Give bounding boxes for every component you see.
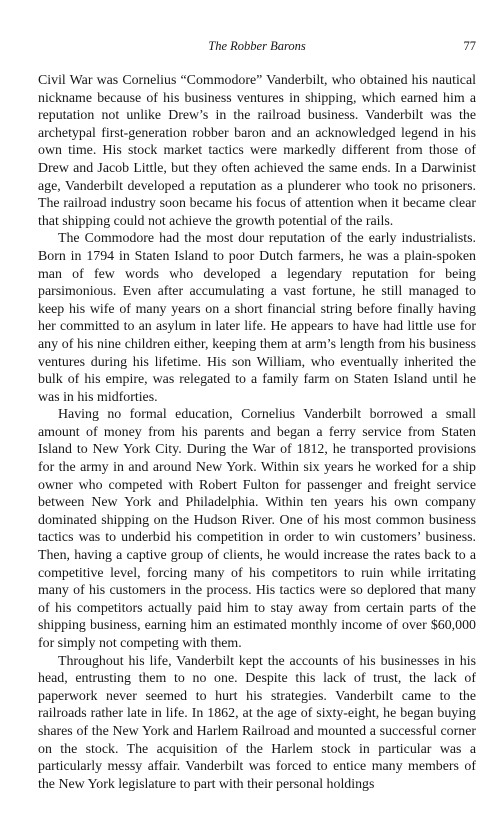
paragraph-continued: Civil War was Cornelius “Commodore” Vanderbilt, who obtained his nautical nickname because of his business ventures in shipping, which earned him a reputation not unlike Drew’s in the railroad business. Vanderbilt was the archetypal first-generation robber baron and an acknowledged legend in his own time. His stock market tactics were markedly different from those of Drew and Jacob Little, but they often achieved the same ends. In a Darwinist age, Vanderbilt developed a reputation as a plunderer who took no prisoners. The railroad industry soon became his focus of attention when it became clear that shipping could not achieve the growth potential of the rails. [38, 73, 476, 229]
running-head [38, 36, 476, 56]
page-number: 77 [463, 39, 476, 53]
running-title: The Robber Barons [208, 39, 306, 53]
paragraph: Throughout his life, Vanderbilt kept the accounts of his businesses in his head, entrusting them to no one. Despite this lack of trust, the lack of paperwork never seemed to hurt his strategies. Vanderbilt came to the railroads rather late in life. In 1862, at the age of sixty-eight, he began buying shares of the New York and Harlem Railroad and mounted a successful corner on the stock. The acquisition of the Harlem stock in particular was a particularly messy affair. Vanderbilt was forced to entice many members of the New York legislature to part with their personal holdings [38, 653, 476, 792]
paragraph: Having no formal education, Cornelius Vanderbilt borrowed a small amount of money from his parents and began a ferry service from Staten Island to New York City. During the War of 1812, he transported provisions for the army in and around New York. Within six years he worked for a ship owner who competed with Robert Fulton for passenger and freight service between New York and Philadelphia. Within ten years his own company dominated shipping on the Hudson River. One of his most common business tactics was to underbid his competition in order to win customers’ business. Then, having a captive group of clients, he would increase the rates back to a competitive level, forcing many of his competitors to ruin while irritating many of his customers in the process. His tactics were so deplored that many of his competitors actually paid him to stay away from certain parts of the shipping business, earning him an estimated monthly income of over $60,000 for simply not competing with them. [38, 407, 476, 651]
paragraph: The Commodore had the most dour reputation of the early industrialists. Born in 1794 in Staten Island to poor Dutch farmers, he was a plain-spoken man of few words who developed a legendary reputation for being parsimonious. Even after accumulating a vast fortune, he still managed to keep his wife of many years on a short financial string before finally having her committed to an asylum in later life. He appears to have had little use for any of his nine children either, keeping them at arm’s length from his business ventures during his lifetime. His son William, who eventually inherited the bulk of his empire, was relegated to a family farm on Staten Island until he was in his midforties. [38, 231, 476, 405]
body-text [38, 72, 476, 793]
